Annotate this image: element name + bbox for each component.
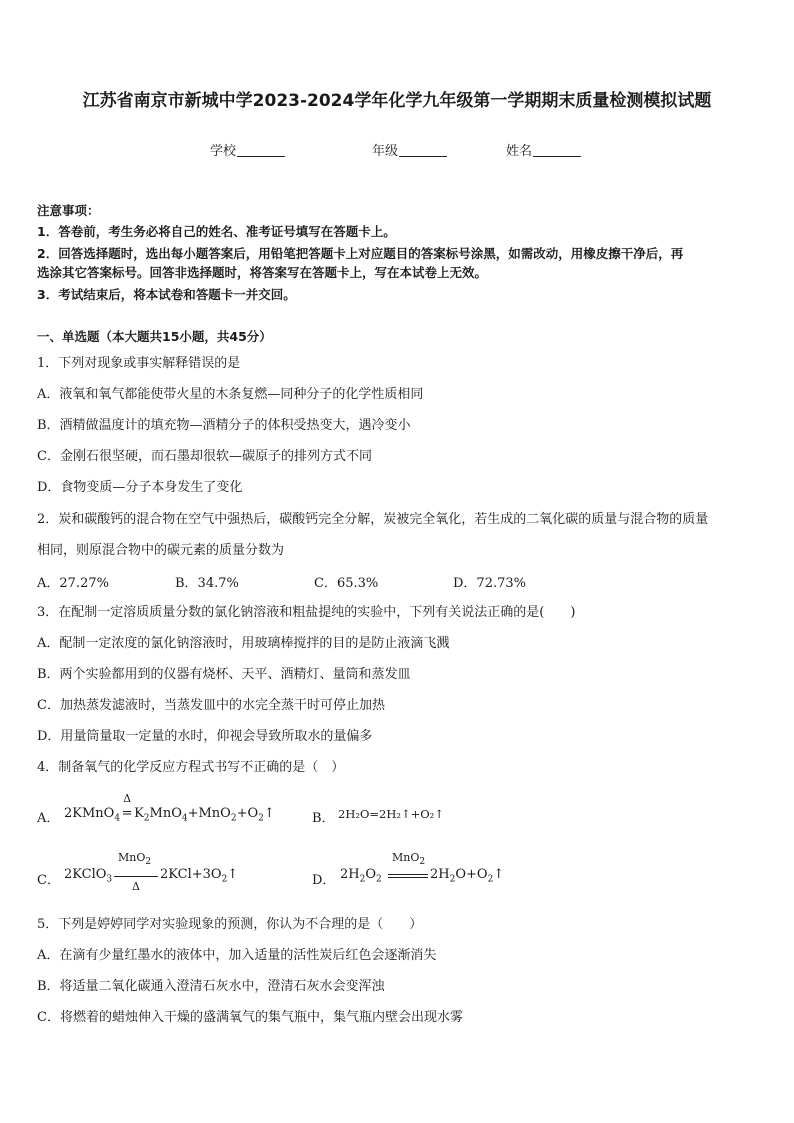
q4-option-d-products: $2H_2O+O_2↑$ bbox=[430, 867, 505, 885]
q3-option-c: C．加热蒸发滤液时，当蒸发皿中的水完全蒸干时可停止加热 bbox=[37, 698, 385, 713]
notice-heading: 注意事项： bbox=[37, 203, 100, 218]
name-blank bbox=[533, 144, 581, 157]
q3-option-a: A．配制一定浓度的氯化钠溶液时，用玻璃棒搅拌的目的是防止液滴飞溅 bbox=[37, 636, 450, 651]
grade-blank bbox=[399, 144, 447, 157]
school-field bbox=[210, 140, 285, 159]
notice-item-3: 3．考试结束后，将本试卷和答题卡一并交回。 bbox=[37, 287, 296, 302]
q2-option-c: C．65.3% bbox=[314, 576, 379, 591]
q4-d-equals-sign bbox=[388, 874, 428, 878]
q4-option-d-reactant: $2H_2O_2$ bbox=[340, 867, 382, 885]
notice-item-2-cont: 选涂其它答案标号。回答非选择题时，将答案写在答题卡上，写在本试卷上无效。 bbox=[37, 265, 488, 280]
q4-stem: 4．制备氧气的化学反应方程式书写不正确的是（ ） bbox=[37, 760, 345, 775]
section-heading: 一、单选题（本大题共15小题，共45分） bbox=[37, 329, 272, 344]
grade-field bbox=[372, 140, 447, 159]
name-field bbox=[506, 140, 581, 159]
q4-option-a-equation: 2KMnO$_4$ Δ = $K_2MnO_4+MnO_2+O_2↑$ bbox=[64, 792, 275, 824]
q4-c-catalyst: MnO$_2$ bbox=[118, 851, 152, 868]
q2-option-b: B．34.7% bbox=[175, 576, 239, 591]
name-label: 姓名 bbox=[506, 144, 533, 159]
q1-option-a: A．液氧和氧气都能使带火星的木条复燃—同种分子的化学性质相同 bbox=[37, 387, 424, 402]
q2-option-d: D．72.73% bbox=[453, 576, 526, 591]
q4-option-b-label: B． bbox=[312, 811, 335, 826]
q4-option-a-label: A． bbox=[37, 811, 60, 826]
q3-option-d: D．用量筒量取一定量的水时，仰视会导致所取水的量偏多 bbox=[37, 729, 373, 744]
q5-stem: 5．下列是婷婷同学对实验现象的预测，你认为不合理的是（ ） bbox=[37, 917, 423, 932]
q4-option-d-label: D． bbox=[312, 873, 336, 888]
q2-stem-line2: 相同，则原混合物中的碳元素的质量分数为 bbox=[37, 543, 285, 558]
q4-option-c-reactant: 2KClO$_3$ bbox=[64, 867, 113, 885]
school-label: 学校 bbox=[210, 144, 237, 159]
grade-label: 年级 bbox=[372, 144, 399, 159]
q4-option-b-equation: 2H₂O=2H₂↑+O₂↑ bbox=[338, 807, 444, 821]
q4-option-c-products: $2KCl+3O_2↑$ bbox=[160, 867, 239, 885]
q1-option-c: C．金刚石很坚硬，而石墨却很软—碳原子的排列方式不同 bbox=[37, 449, 372, 464]
q1-stem: 1．下列对现象或事实解释错误的是 bbox=[37, 356, 241, 371]
q1-option-d: D．食物变质—分子本身发生了变化 bbox=[37, 480, 243, 495]
q5-option-c: C．将燃着的蜡烛伸入干燥的盛满氧气的集气瓶中，集气瓶内壁会出现水雾 bbox=[37, 1010, 463, 1025]
q4-c-heat: Δ bbox=[132, 880, 140, 893]
school-blank bbox=[237, 144, 285, 157]
q3-option-b: B．两个实验都用到的仪器有烧杯、天平、酒精灯、量筒和蒸发皿 bbox=[37, 667, 411, 682]
q2-stem-line1: 2．炭和碳酸钙的混合物在空气中强热后，碳酸钙完全分解，炭被完全氧化，若生成的二氧化碳的质量与混合物的质量 bbox=[37, 512, 709, 527]
q5-option-b: B．将适量二氧化碳通入澄清石灰水中，澄清石灰水会变浑浊 bbox=[37, 979, 385, 994]
q1-option-b: B．酒精做温度计的填充物—酒精分子的体积受热变大，遇冷变小 bbox=[37, 418, 411, 433]
notice-item-1: 1．答卷前，考生务必将自己的姓名、准考证号填写在答题卡上。 bbox=[37, 224, 396, 239]
page-title: 江苏省南京市新城中学2023-2024学年化学九年级第一学期期末质量检测模拟试题 bbox=[82, 91, 712, 111]
q4-c-reaction-line bbox=[114, 876, 158, 877]
q4-option-c-label: C． bbox=[37, 873, 60, 888]
q4-a-heat-condition: Δ bbox=[123, 792, 132, 805]
q3-stem: 3．在配制一定溶质质量分数的氯化钠溶液和粗盐提纯的实验中，下列有关说法正确的是( ) bbox=[37, 605, 576, 620]
q4-d-catalyst: MnO$_2$ bbox=[392, 851, 426, 868]
notice-item-2: 2．回答选择题时，选出每小题答案后，用铅笔把答题卡上对应题目的答案标号涂黑，如需改动，用橡皮擦干净后，再 bbox=[37, 246, 684, 261]
q5-option-a: A．在滴有少量红墨水的液体中，加入适量的活性炭后红色会逐渐消失 bbox=[37, 948, 437, 963]
q2-option-a: A．27.27% bbox=[37, 576, 109, 591]
